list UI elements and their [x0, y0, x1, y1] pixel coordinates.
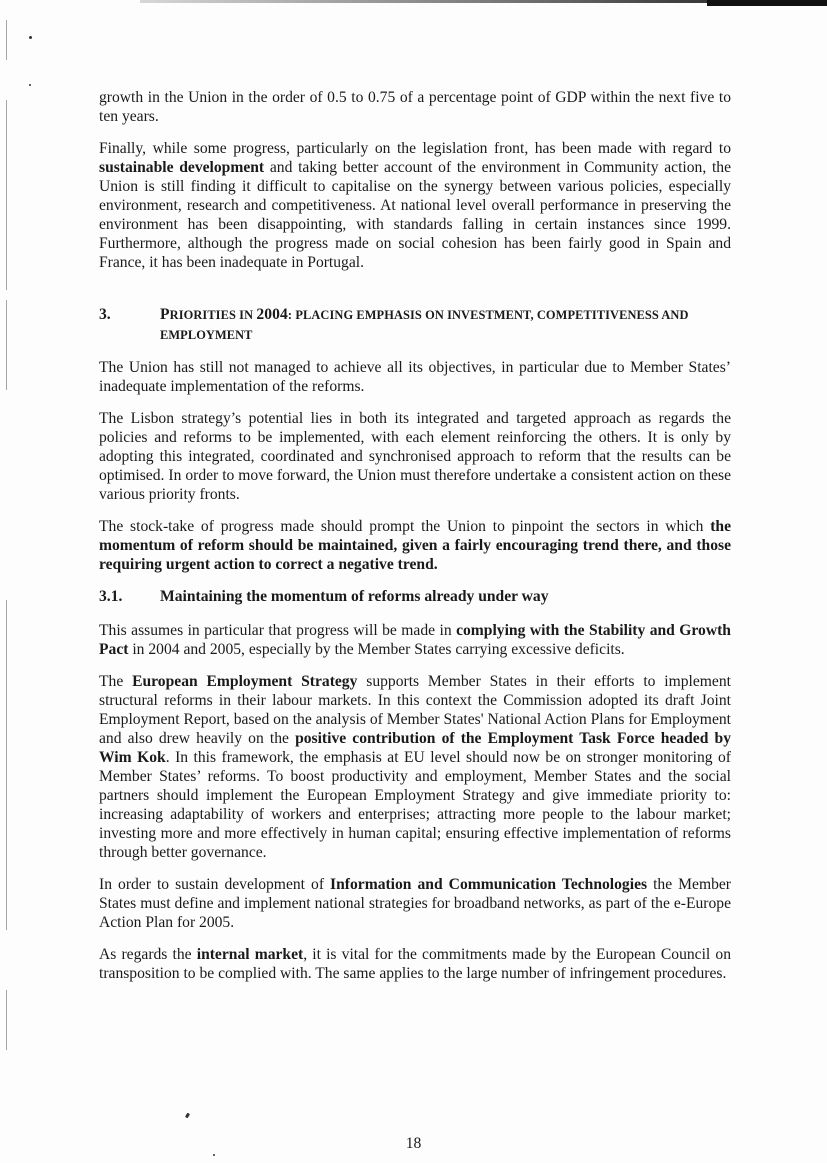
paragraph-internal-market: As regards the internal market, it is vital for the commitments made by the European Council on transposition to be complied with. The same applies to the large number of infringement procedures.: [99, 946, 731, 982]
subsection-heading-3-1: [99, 587, 731, 606]
paragraph-objectives: The Union has still not managed to achieve all its objectives, in particular due to Member States’ inadequate implementation of the reforms.: [99, 359, 731, 395]
bold-european-employment-strategy: European Employment Strategy: [132, 673, 358, 690]
scan-edge-left: [6, 100, 7, 290]
paragraph-lisbon-strategy: The Lisbon strategy’s potential lies in both its integrated and targeted approach as regards the policies and reforms to be implemented, with each element reinforcing the others. It is only by adopting this integrated, coordinated and synchronised approach to reform that the results can be optimised. In order to move forward, the Union must therefore undertake a consistent action on these various priority fronts.: [99, 410, 731, 503]
scan-speck: [29, 84, 31, 86]
bold-internal-market: internal market: [196, 946, 304, 963]
scan-edge-left: [6, 990, 7, 1050]
paragraph-employment-strategy: The European Employment Strategy supports Member States in their efforts to implement structural reforms in their labour markets. In this context the Commission adopted its draft Joint Employment Report, based on the analysis of Member States' National Action Plans for Employment and also drew heavily on the positive contribution of the Employment Task Force headed by Wim Kok. In this framework, the emphasis at EU level should now be on stronger monitoring of Member States’ reforms. To boost productivity and employment, Member States and the social partners should implement the European Employment Strategy and give immediate priority to: increasing adaptability of workers and enterprises; attracting more people to the labour market; investing more and more effectively in human capital; ensuring effective implementation of reforms through better governance.: [99, 673, 731, 861]
paragraph-stock-take: The stock-take of progress made should prompt the Union to pinpoint the sectors in which the momentum of reform should be maintained, given a fairly encouraging trend there, and those requiring urgent action to correct a negative trend.: [99, 518, 731, 573]
scan-speck: [185, 1113, 190, 1119]
section-number: 3.: [99, 306, 111, 323]
section-title: PRIORITIES IN 2004: PLACING EMPHASIS ON INVESTMENT, COMPETITIVENESS AND EMPLOYMENT: [160, 306, 689, 342]
scan-speck: [213, 1154, 215, 1156]
scan-edge-left: [6, 20, 7, 60]
scan-edge-left: [6, 600, 7, 930]
bold-ict: Information and Communication Technologies: [330, 876, 648, 893]
bold-employment-task-force: positive contribution of the Employment Task Force headed by Wim Kok: [99, 730, 731, 766]
page-number: 18: [405, 1135, 422, 1152]
scan-edge-left: [6, 300, 7, 390]
paragraph-sustainable-development: Finally, while some progress, particularly on the legislation front, has been made with regard to sustainable development and taking better account of the environment in Community action, the Union is still finding it difficult to capitalise on the synergy between various policies, especially environment, research and competitiveness. At national level overall performance in preserving the environment has been disappointing, with standards falling in certain instances since 1999. Furthermore, although the progress made on social cohesion has been fairly good in Spain and France, it has been inadequate in Portugal.: [99, 140, 731, 271]
paragraph-ict: In order to sustain development of Information and Communication Technologies the Member States must define and implement national strategies for broadband networks, as part of the e-Europe Action Plan for 2005.: [99, 876, 731, 931]
subsection-title: Maintaining the momentum of reforms already under way: [160, 588, 549, 605]
paragraph-stability-pact: This assumes in particular that progress will be made in complying with the Stability and Growth Pact in 2004 and 2005, especially by the Member States carrying excessive deficits.: [99, 622, 731, 658]
paragraph-gdp-growth: growth in the Union in the order of 0.5 to 0.75 of a percentage point of GDP within the next five to ten years.: [99, 89, 731, 125]
bold-stability-growth-pact: complying with the Stability and Growth Pact: [99, 622, 731, 658]
scan-edge-top-right: [707, 0, 827, 6]
scan-speck: [29, 36, 32, 39]
bold-sustainable-development: sustainable development: [99, 159, 265, 176]
bold-momentum-of-reform: the momentum of reform should be maintained, given a fairly encouraging trend there, and those requiring urgent action to correct a negative trend.: [99, 518, 731, 573]
subsection-number: 3.1.: [99, 588, 123, 605]
section-heading-3: [99, 305, 731, 345]
document-page: [99, 88, 731, 996]
